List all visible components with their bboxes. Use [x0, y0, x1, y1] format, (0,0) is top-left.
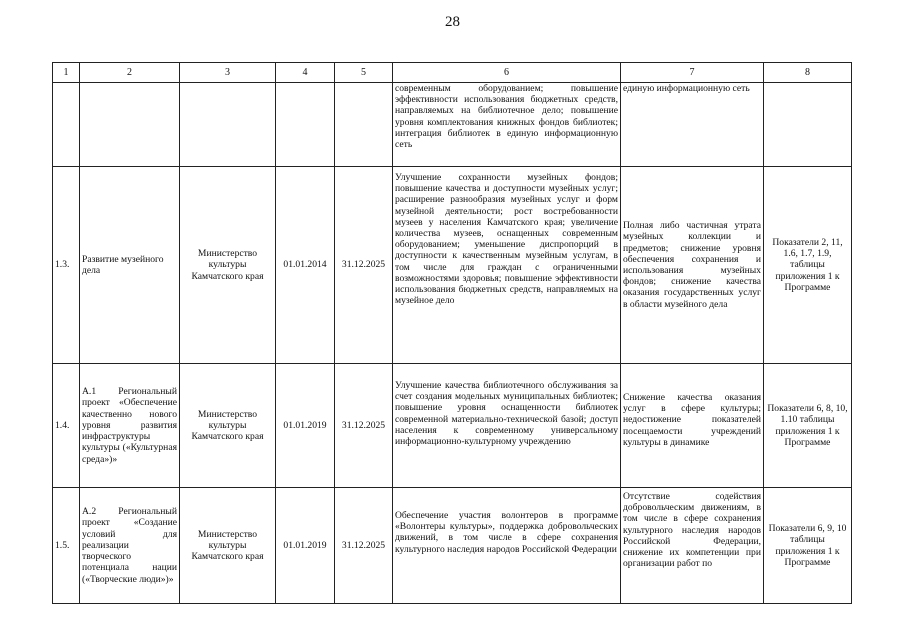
- table-row: [53, 488, 852, 604]
- start-date: 01.01.2014: [276, 167, 335, 364]
- consequences: единую информационную сеть: [621, 83, 764, 167]
- consequences: Снижение качества оказания услуг в сфере культуры; недостижение показателей посещаемости учреждений культуры в динамике: [621, 364, 764, 488]
- expected-result: Обеспечение участия волонтеров в программе «Волонтеры культуры», поддержка добровольческих движений, в том числе в сфере сохранения культурного наследия народов Российской Федерации: [393, 488, 621, 604]
- header-cell: 3: [180, 63, 276, 83]
- end-date: [335, 83, 393, 167]
- end-date: 31.12.2025: [335, 364, 393, 488]
- start-date: [276, 83, 335, 167]
- start-date: 01.01.2019: [276, 488, 335, 604]
- expected-result: Улучшение качества библиотечного обслуживания за счет создания модельных муниципальных библиотек; повышение уровня оснащенности библиотек современной материально-технической базой; доступ населения к современному универсальному информационно-культурному учреждению: [393, 364, 621, 488]
- end-date: 31.12.2025: [335, 167, 393, 364]
- row-number: 1.4.: [53, 364, 80, 488]
- table-row: [53, 364, 852, 488]
- executor: Министерство культуры Камчатского края: [180, 488, 276, 604]
- activity-name: А.1 Региональный проект «Обеспечение качественно нового уровня развития инфраструктуры культуры («Культурная среда»)»: [80, 364, 180, 488]
- start-date: 01.01.2019: [276, 364, 335, 488]
- activity-name: Развитие музейного дела: [80, 167, 180, 364]
- indicators: Показатели 6, 9, 10 таблицы приложения 1 к Программе: [764, 488, 852, 604]
- row-number: 1.3.: [53, 167, 80, 364]
- expected-result: Улучшение сохранности музейных фондов; повышение качества и доступности музейных услуг; расширение разнообразия музейных услуг и форм музейной деятельности; рост востребованности музеев у населения Камчатского края; увеличение количества музеев, оснащенных современным оборудованием; уменьшение диспропорций в доступности к качественным музейным услугам, в том числе для граждан с ограниченными возможностями здоровья; повышение эффективности использования бюджетных средств, направляемых на музейное дело: [393, 167, 621, 364]
- page-number: 28: [445, 14, 460, 30]
- indicators: Показатели 2, 11, 1.6, 1.7, 1.9, таблицы приложения 1 к Программе: [764, 167, 852, 364]
- end-date: 31.12.2025: [335, 488, 393, 604]
- consequences: Отсутствие содействия добровольческим движениям, в том числе в сфере сохранения культурного наследия народов Российской Федерации, снижение их компетенции при организации работ по: [621, 488, 764, 604]
- header-cell: 5: [335, 63, 393, 83]
- indicators: [764, 83, 852, 167]
- activity-name: А.2 Региональный проект «Создание условий для реализации творческого потенциала нации («Творческие люди»)»: [80, 488, 180, 604]
- header-cell: 1: [53, 63, 80, 83]
- header-row: [53, 63, 852, 83]
- header-cell: 4: [276, 63, 335, 83]
- indicators: Показатели 6, 8, 10, 1.10 таблицы приложения 1 к Программе: [764, 364, 852, 488]
- row-number: [53, 83, 80, 167]
- header-cell: 2: [80, 63, 180, 83]
- header-cell: 6: [393, 63, 621, 83]
- program-activities-table: [52, 62, 852, 604]
- table-row: [53, 83, 852, 167]
- table-row: [53, 167, 852, 364]
- activity-name: [80, 83, 180, 167]
- consequences: Полная либо частичная утрата музейных коллекции и предметов; снижение уровня обеспечения сохранения и использования музейных фондов; снижение качества оказания государственных услуг в области музейного дела: [621, 167, 764, 364]
- executor: [180, 83, 276, 167]
- header-cell: 8: [764, 63, 852, 83]
- executor: Министерство культуры Камчатского края: [180, 364, 276, 488]
- row-number: 1.5.: [53, 488, 80, 604]
- header-cell: 7: [621, 63, 764, 83]
- executor: Министерство культуры Камчатского края: [180, 167, 276, 364]
- expected-result: современным оборудованием; повышение эффективности использования бюджетных средств, направляемых на библиотечное дело; повышение уровня комплектования книжных фондов библиотек; интеграция библиотек в единую информационную сеть: [393, 83, 621, 167]
